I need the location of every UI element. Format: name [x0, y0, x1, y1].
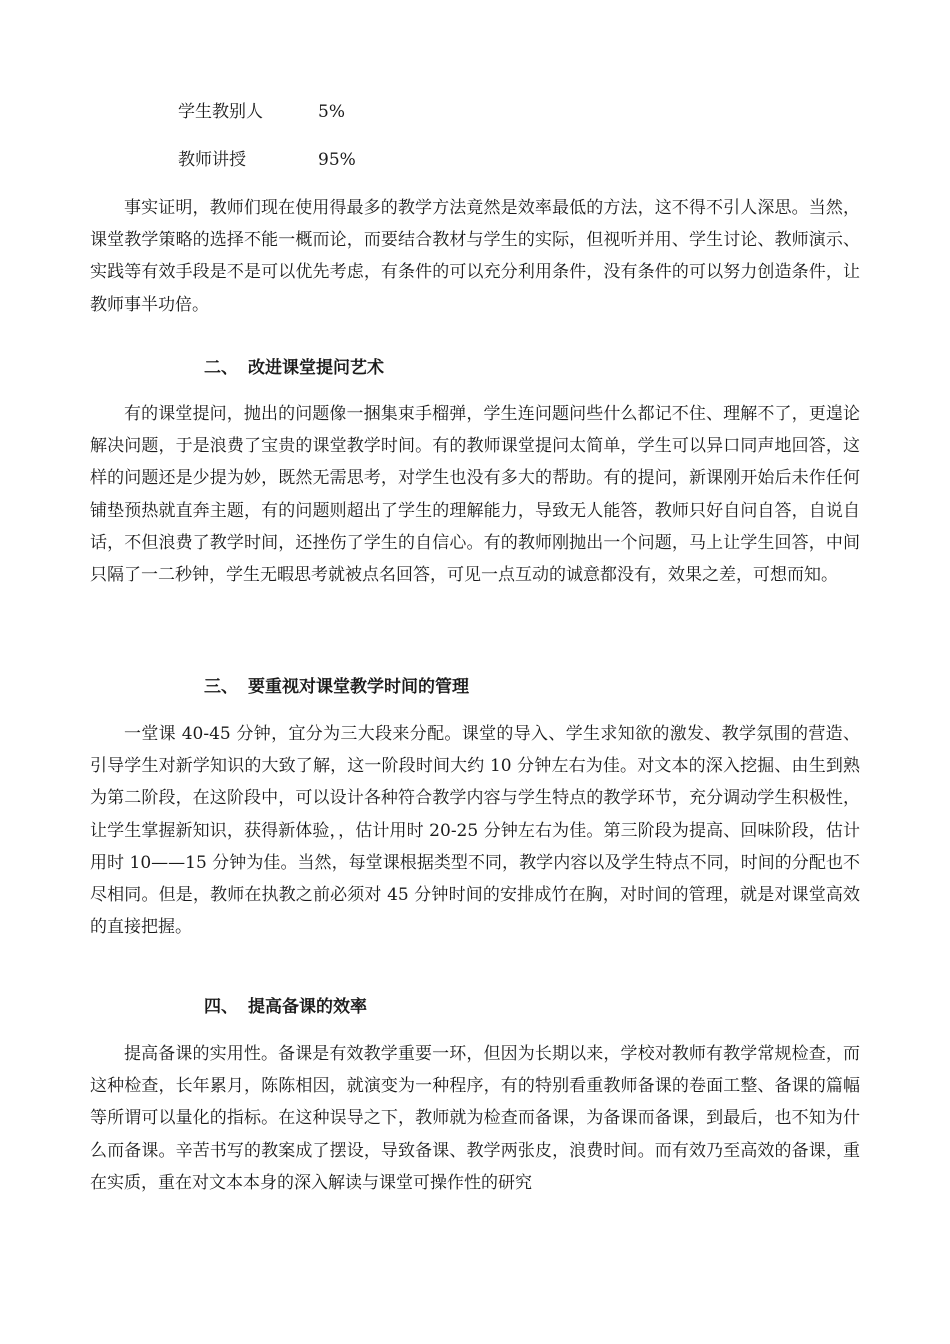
stat-value: 5% — [318, 102, 345, 122]
paragraph-lesson-prep: 提高备课的实用性。备课是有效教学重要一环，但因为长期以来，学校对教师有教学常规检查，而这种检查，长年累月，陈陈相因，就演变为一种程序，有的特别看重教师备课的卷面工整、备课的篇幅等所谓可以量化的指标。在这种误导之下，教师就为检查而备课，为备课而备课，到最后，也不知为什么而备课。辛苦书写的教案成了摆设，导致备课、教学两张皮，浪费时间。而有效乃至高效的备课，重在实质，重在对文本本身的深入解读与课堂可操作性的研究 — [90, 1044, 860, 1193]
section-title: 要重视对课堂教学时间的管理 — [248, 677, 469, 697]
section-heading-time-management — [204, 675, 469, 699]
paragraph-questioning: 有的课堂提问，抛出的问题像一捆集束手榴弹，学生连问题问些什么都记不住、理解不了，更遑论解决问题，于是浪费了宝贵的课堂教学时间。有的教师课堂提问太简单，学生可以异口同声地回答，这样的问题还是少提为妙，既然无需思考，对学生也没有多大的帮助。有的提问，新课刚开始后未作任何铺垫预热就直奔主题，有的问题则超出了学生的理解能力，导致无人能答，教师只好自问自答，自说自话，不但浪费了教学时间，还挫伤了学生的自信心。有的教师刚抛出一个问题，马上让学生回答，中间只隔了一二秒钟，学生无暇思考就被点名回答，可见一点互动的诚意都没有，效果之差，可想而知。 — [90, 404, 860, 586]
paragraph-time-management: 一堂课 40-45 分钟，宜分为三大段来分配。课堂的导入、学生求知欲的激发、教学氛围的营造、引导学生对新学知识的大致了解，这一阶段时间大约 10 分钟左右为佳。对文本的深入挖掘、由生到熟为第二阶段，在这阶段中，可以设计各种符合教学内容与学生特点的教学环节，充分调动学生积极性，让学生掌握新知识，获得新体验，，估计用时 20-25 分钟左右为佳。第三阶段为提高、回味阶段，估计用时 10——15 分钟为佳。当然，每堂课根据类型不同，教学内容以及学生特点不同，时间的分配也不尽相同。但是，教师在执教之前必须对 45 分钟时间的安排成竹在胸，对时间的管理，就是对课堂高效的直接把握。 — [90, 724, 860, 938]
stat-label: 教师讲授 — [178, 150, 246, 170]
stat-value: 95% — [318, 150, 356, 170]
section-heading-questioning — [204, 356, 384, 380]
stat-row-students-teach — [178, 100, 345, 124]
paragraph-conclusion: 事实证明，教师们现在使用得最多的教学方法竟然是效率最低的方法，这不得不引人深思。当然，课堂教学策略的选择不能一概而论，而要结合教材与学生的实际，但视听并用、学生讨论、教师演示、实践等有效手段是不是可以优先考虑，有条件的可以充分利用条件，没有条件的可以努力创造条件，让教师事半功倍。 — [90, 198, 860, 315]
section-number: 三、 — [204, 677, 238, 697]
stat-label: 学生教别人 — [178, 102, 263, 122]
stat-row-teacher-lecture — [178, 148, 356, 172]
section-title: 提高备课的效率 — [248, 997, 367, 1017]
section-heading-lesson-prep — [204, 995, 367, 1019]
section-number: 四、 — [204, 997, 238, 1017]
section-number: 二、 — [204, 358, 238, 378]
section-title: 改进课堂提问艺术 — [248, 358, 384, 378]
